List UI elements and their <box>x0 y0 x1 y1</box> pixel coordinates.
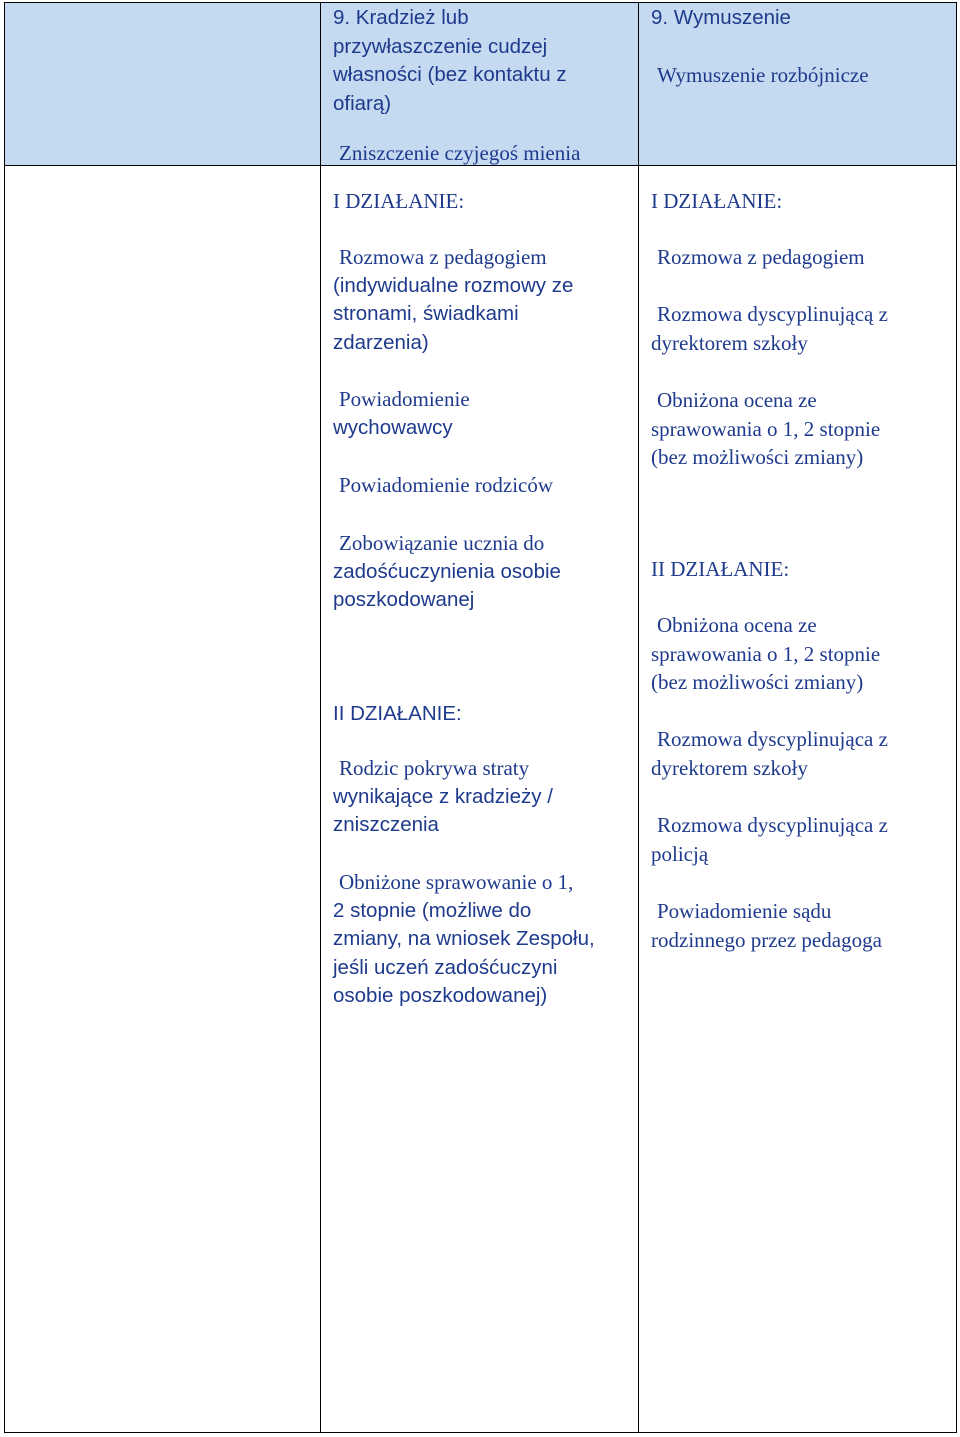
left-item3-line-1: Powiadomienie rodziców <box>339 473 554 497</box>
left-item6-line-1: Obniżone sprawowanie o 1, <box>339 870 574 894</box>
right-item7-line-1: Powiadomienie sądu <box>657 899 832 923</box>
right-item1-line-1: Rozmowa z pedagogiem <box>657 245 865 269</box>
right-item6-line-1: Rozmowa dyscyplinująca z <box>657 813 888 837</box>
left-title-line-1: 9. Kradzież lub <box>333 6 469 29</box>
left-title-line-2: przywłaszczenie cudzej <box>333 34 548 58</box>
right-title: 9. Wymuszenie <box>651 6 791 29</box>
left-item6-line-3: zmiany, na wniosek Zespołu, <box>333 927 595 950</box>
left-item1-line-2: (indywidualne rozmowy ze <box>333 273 574 297</box>
table-border-bottom <box>4 1432 957 1433</box>
left-item1-line-4: zdarzenia) <box>333 330 429 354</box>
table-border-right <box>956 2 957 1433</box>
left-title-line-4: ofiarą) <box>333 91 392 115</box>
right-item5-line-1: Rozmowa dyscyplinująca z <box>657 727 888 751</box>
left-item6-line-2: 2 stopnie (możliwe do <box>333 898 532 922</box>
right-item2-line-2: dyrektorem szkoły <box>651 330 808 355</box>
left-subtitle: Zniszczenie czyjegoś mienia <box>339 141 581 165</box>
left-action2-heading: II DZIAŁANIE: <box>333 702 462 725</box>
left-item1-line-1: Rozmowa z pedagogiem <box>339 245 547 269</box>
left-item5-line-1: Rodzic pokrywa straty <box>339 756 530 780</box>
table-border-col2 <box>638 2 639 1433</box>
right-item6-line-2: policją <box>651 841 709 866</box>
right-item3-line-2: sprawowania o 1, 2 stopnie <box>651 416 881 441</box>
right-item4-line-1: Obniżona ocena ze <box>657 613 817 637</box>
right-action1-heading: I DZIAŁANIE: <box>651 189 783 213</box>
right-item2-line-1: Rozmowa dyscyplinującą z <box>657 302 888 326</box>
table-border-col1 <box>320 2 321 1433</box>
left-item2-line-2: wychowawcy <box>333 415 453 439</box>
left-item4-line-2: zadośćuczynienia osobie <box>333 559 561 583</box>
right-item4-line-2: sprawowania o 1, 2 stopnie <box>651 641 881 666</box>
table-border-top <box>4 2 957 3</box>
right-subtitle: Wymuszenie rozbójnicze <box>657 63 869 87</box>
left-item5-line-3: zniszczenia <box>333 813 439 836</box>
left-action1-heading: I DZIAŁANIE: <box>333 189 465 213</box>
left-item4-line-1: Zobowiązanie ucznia do <box>339 531 545 555</box>
left-item4-line-3: poszkodowanej <box>333 588 475 611</box>
left-title-line-3: własności (bez kontaktu z <box>333 63 567 86</box>
table-border-left <box>4 2 5 1433</box>
left-item6-line-5: osobie poszkodowanej) <box>333 984 548 1007</box>
right-item4-line-3: (bez możliwości zmiany) <box>651 670 864 694</box>
right-item3-line-1: Obniżona ocena ze <box>657 388 817 412</box>
right-item3-line-3: (bez możliwości zmiany) <box>651 445 864 469</box>
left-item1-line-3: stronami, świadkami <box>333 302 519 325</box>
left-item2-line-1: Powiadomienie <box>339 387 470 411</box>
right-item7-line-2: rodzinnego przez pedagoga <box>651 927 882 952</box>
left-item5-line-2: wynikające z kradzieży / <box>333 784 553 808</box>
right-action2-heading: II DZIAŁANIE: <box>651 557 790 581</box>
left-item6-line-4: jeśli uczeń zadośćuczyni <box>333 955 558 979</box>
right-item5-line-2: dyrektorem szkoły <box>651 755 808 780</box>
